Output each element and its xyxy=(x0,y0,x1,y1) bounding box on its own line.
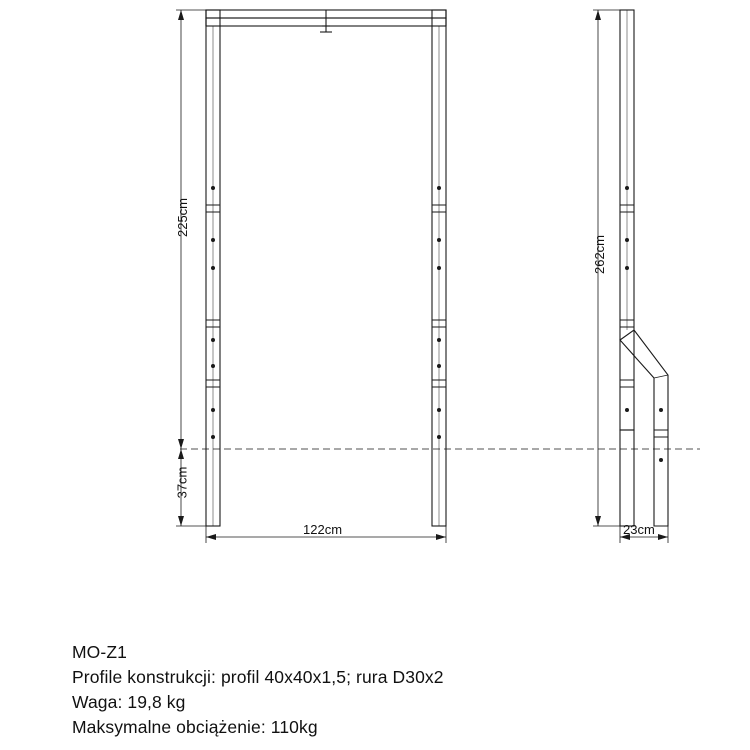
side-main-post xyxy=(620,10,634,430)
side-brace-holes xyxy=(659,408,663,462)
dimension-label-37cm: 37cm xyxy=(174,466,190,499)
spec-profiles: Profile konstrukcji: profil 40x40x1,5; rura D30x2 xyxy=(72,667,444,687)
front-center-hanger xyxy=(320,10,332,32)
spec-model: MO-Z1 xyxy=(72,642,127,662)
dimension-label-262cm: 262cm xyxy=(592,234,608,275)
dimension-label-23cm: 23cm xyxy=(623,522,655,537)
spec-max-load: Maksymalne obciążenie: 110kg xyxy=(72,717,318,737)
side-angled-brace xyxy=(620,330,668,526)
specification-block xyxy=(72,640,712,740)
spec-weight: Waga: 19,8 kg xyxy=(72,692,186,712)
side-rear-leg xyxy=(620,430,634,526)
dimension-label-225cm: 225cm xyxy=(175,197,191,238)
dimension-label-122cm: 122cm xyxy=(303,522,343,537)
